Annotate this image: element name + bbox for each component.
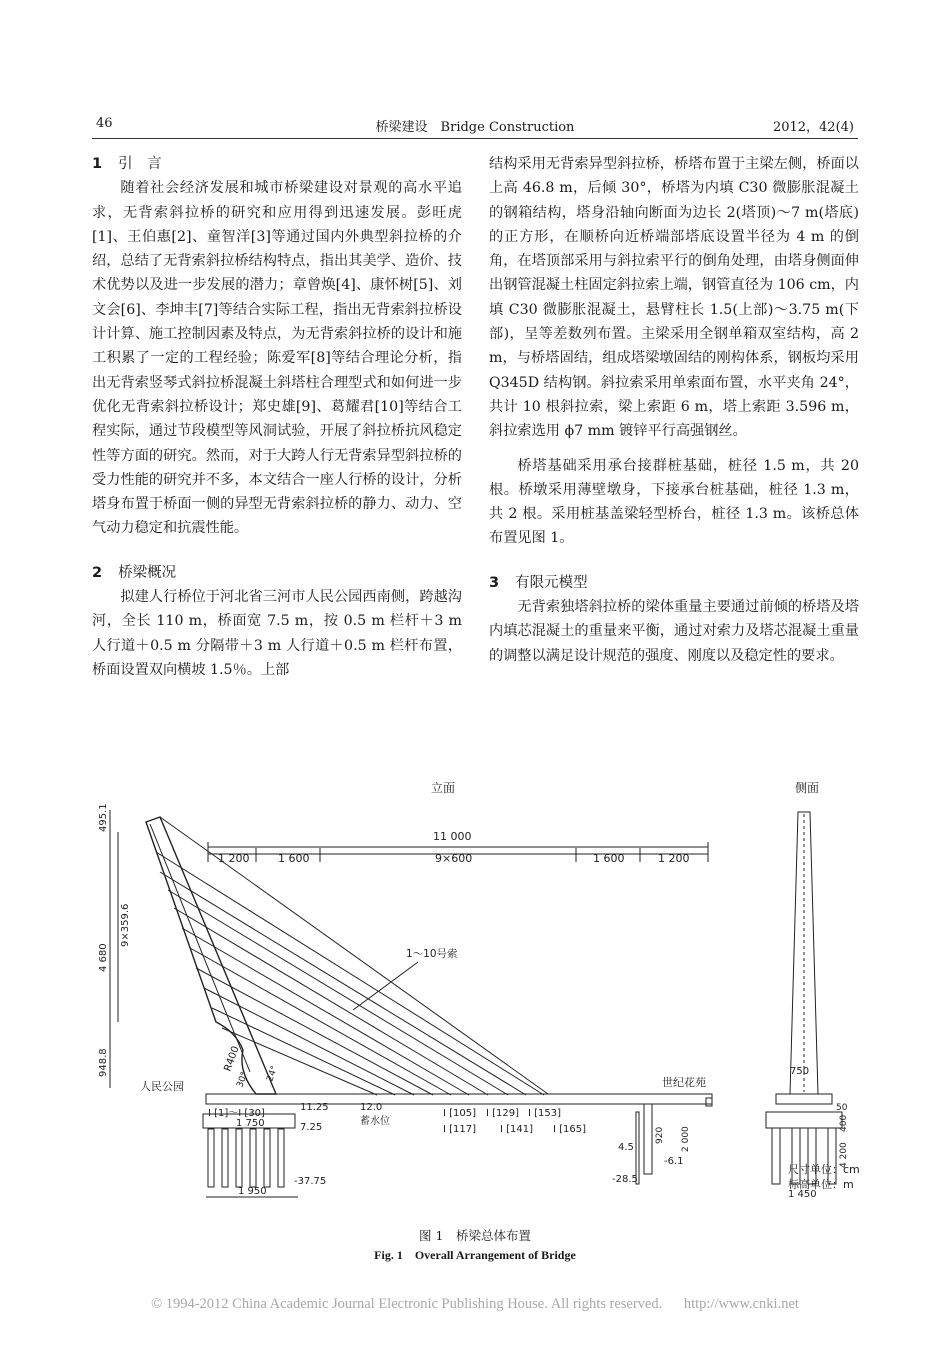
side-deck bbox=[776, 1094, 832, 1104]
fem-paragraph: 无背索独塔斜拉桥的梁体重量主要通过前倾的桥塔及塔内填芯混凝土的重量来平衡，通过对索力及塔芯混凝土重量的调整以满足设计规范的强度、刚度以及稳定性的要求。 bbox=[489, 599, 859, 664]
footer-url[interactable]: http://www.cnki.net bbox=[683, 1296, 799, 1312]
water-level: 蓄水位 bbox=[360, 1116, 390, 1127]
section-heading-1: 1 引 言 bbox=[92, 156, 162, 172]
section-mark-3: I [129] bbox=[486, 1108, 520, 1119]
elev-4: 12.0 bbox=[360, 1102, 383, 1113]
span-4: 1 600 bbox=[593, 852, 625, 865]
side-dim-4: 4 200 bbox=[839, 1142, 849, 1168]
overview-paragraph-1: 拟建人行桥位于河北省三河市人民公园西南侧，跨越沟河，全长 110 m，桥面宽 7.5 m，按 0.5 m 栏杆＋3 m 人行道＋0.5 m 分隔带＋3 m 人行道＋0.5 m 栏杆布置，桥面设置双向横坡 1.5％。上部 bbox=[92, 589, 462, 678]
dim-bottom: 948.8 bbox=[98, 1048, 109, 1077]
elev-3: -37.75 bbox=[294, 1176, 327, 1187]
dim-total-height: 4 680 bbox=[98, 943, 109, 972]
elev-5: 4.5 bbox=[618, 1142, 634, 1153]
span-1: 1 200 bbox=[218, 852, 250, 865]
span-3: 9×600 bbox=[435, 852, 473, 865]
right-park: 世纪花苑 bbox=[662, 1076, 706, 1089]
stay-cables bbox=[156, 852, 544, 1095]
unit-elevation: 标高单位：m bbox=[788, 1178, 854, 1191]
elev-1: 11.25 bbox=[300, 1102, 329, 1113]
section-heading-3: 3 有限元模型 bbox=[489, 574, 588, 591]
running-header bbox=[92, 112, 858, 139]
right-pier bbox=[644, 1104, 652, 1174]
side-dim-3: 400 bbox=[839, 1114, 849, 1132]
bridge-arrangement-figure bbox=[88, 772, 860, 1202]
unit-size: 尺寸单位：cm bbox=[788, 1163, 860, 1176]
dim-top: 495.1 bbox=[98, 803, 109, 832]
angle-label: 30° bbox=[235, 1070, 251, 1090]
section-mark-1: I [1]～I [30] bbox=[208, 1108, 265, 1119]
copyright-text: © 1994-2012 China Academic Journal Electronic Publishing House. All rights reserved. bbox=[151, 1296, 663, 1312]
unit-note bbox=[788, 1162, 860, 1192]
cap-width: 1 750 bbox=[236, 1118, 265, 1129]
right-column bbox=[489, 152, 859, 668]
pier-dim-2: 2 000 bbox=[681, 1126, 691, 1152]
figure-caption-cn: 图 1 桥梁总体布置 bbox=[419, 1228, 531, 1243]
page-number: 46 bbox=[96, 116, 113, 131]
elev-7: -28.5 bbox=[612, 1174, 638, 1185]
total-length-label: 11 000 bbox=[433, 830, 472, 843]
overview-paragraph-3: 桥塔基础采用承台接群桩基础，桩径 1.5 m，共 20 根。桥墩采用薄壁墩身，下接承台桩基础，桩径 1.3 m，共 2 根。采用桩基盖梁轻型桥台，桩径 1.3 m。该桥总体布置见图 1。 bbox=[489, 457, 859, 547]
figure-caption-en: Fig. 1 Overall Arrangement of Bridge bbox=[374, 1248, 576, 1262]
bridge-deck bbox=[206, 1094, 712, 1104]
side-title: 侧面 bbox=[795, 781, 820, 795]
side-dim-1: 750 bbox=[790, 1066, 810, 1077]
overview-paragraph-2: 结构采用无背索异型斜拉桥，桥塔布置于主梁左侧，桥面以上高 46.8 m，后倾 30°，桥塔为内填 C30 微膨胀混凝土的钢箱结构，塔身沿轴向断面为边长 2(塔顶)～7 m(塔底)的正方形，在顺桥向近桥端部塔底设置半径为 4 m 的倒角，在塔顶部采用与斜拉索平行的倒角处理，由塔身侧面伸出钢管混凝土柱固定斜拉索上端，钢管直径为 106 cm，内填 C30 微膨胀混凝土，悬臂柱长 1.5(上部)～3.75 m(下部)，呈等差数列布置。主梁采用全钢单箱双室结构，高 2 m，与桥塔固结，组成塔梁墩固结的刚构体系，钢板均采用 Q345D 结构钢。斜拉索采用单索面布置，水平夹角 24°，共计 10 根斜拉索，梁上索距 6 m，塔上索距 3.596 m，斜拉索选用 ϕ7 mm 镀锌平行高强钢丝。 bbox=[489, 156, 859, 440]
section-mark-4: I [153] bbox=[528, 1108, 562, 1119]
pile-group-left bbox=[208, 1129, 284, 1187]
journal-name: 桥梁建设 Bridge Construction bbox=[375, 120, 575, 135]
side-dim-2: 50 bbox=[836, 1103, 848, 1113]
dim-cable-pitch: 9×359.6 bbox=[120, 903, 131, 947]
left-park: 人民公园 bbox=[140, 1080, 184, 1093]
elev-2: 7.25 bbox=[300, 1122, 323, 1133]
angle2-label: 24° bbox=[265, 1064, 281, 1084]
section-mark-5: I [117] bbox=[443, 1124, 477, 1135]
pier-dim-1: 920 bbox=[655, 1126, 665, 1144]
section-heading-2: 2 桥梁概况 bbox=[92, 564, 177, 581]
side-cap bbox=[766, 1112, 842, 1128]
side-dim-5: 1 450 bbox=[788, 1189, 817, 1200]
elevation-title: 立面 bbox=[431, 781, 456, 795]
section-mark-2: I [105] bbox=[443, 1108, 477, 1119]
cable-label: 1～10号索 bbox=[406, 948, 458, 960]
section-mark-7: I [165] bbox=[553, 1124, 587, 1135]
radius-label: R400 bbox=[222, 1044, 242, 1074]
intro-paragraph: 随着社会经济发展和城市桥梁建设对景观的高水平追求，无背索斜拉桥的研究和应用得到迅速发展。彭旺虎[1]、王伯惠[2]、童智洋[3]等通过国内外典型斜拉桥的介绍，总结了无背索斜拉桥结构特点，指出其美学、造价、技术优势以及进一步发展的潜力；章曾焕[4]、康怀树[5]、刘文会[6]、李坤丰[7]等结合实际工程，指出无背索斜拉桥设计计算、施工控制因素及特点，为无背索斜拉桥的设计和施工积累了一定的工程经验；陈爱军[8]等结合理论分析，指出无背索竖琴式斜拉桥混凝土斜塔柱合理型式和如何进一步优化无背索斜拉桥设计；郑史雄[9]、葛耀君[10]等结合工程实际，通过节段模型等风洞试验，开展了斜拉桥抗风稳定性等方面的研究。然而，对于大跨人行无背索异型斜拉桥的受力性能的研究并不多，本文结合一座人行桥的设计，分析塔身布置于桥面一侧的异型无背索斜拉桥的静力、动力、空气动力稳定和抗震性能。 bbox=[92, 180, 462, 537]
left-column bbox=[92, 152, 462, 682]
section-mark-6: I [141] bbox=[500, 1124, 534, 1135]
volume-issue: 2012，42(4) bbox=[772, 120, 854, 135]
copyright-footer bbox=[0, 1296, 950, 1313]
elev-6: -6.1 bbox=[664, 1156, 684, 1167]
span-2: 1 600 bbox=[278, 852, 310, 865]
span-5: 1 200 bbox=[658, 852, 690, 865]
base-width: 1 950 bbox=[238, 1186, 267, 1197]
